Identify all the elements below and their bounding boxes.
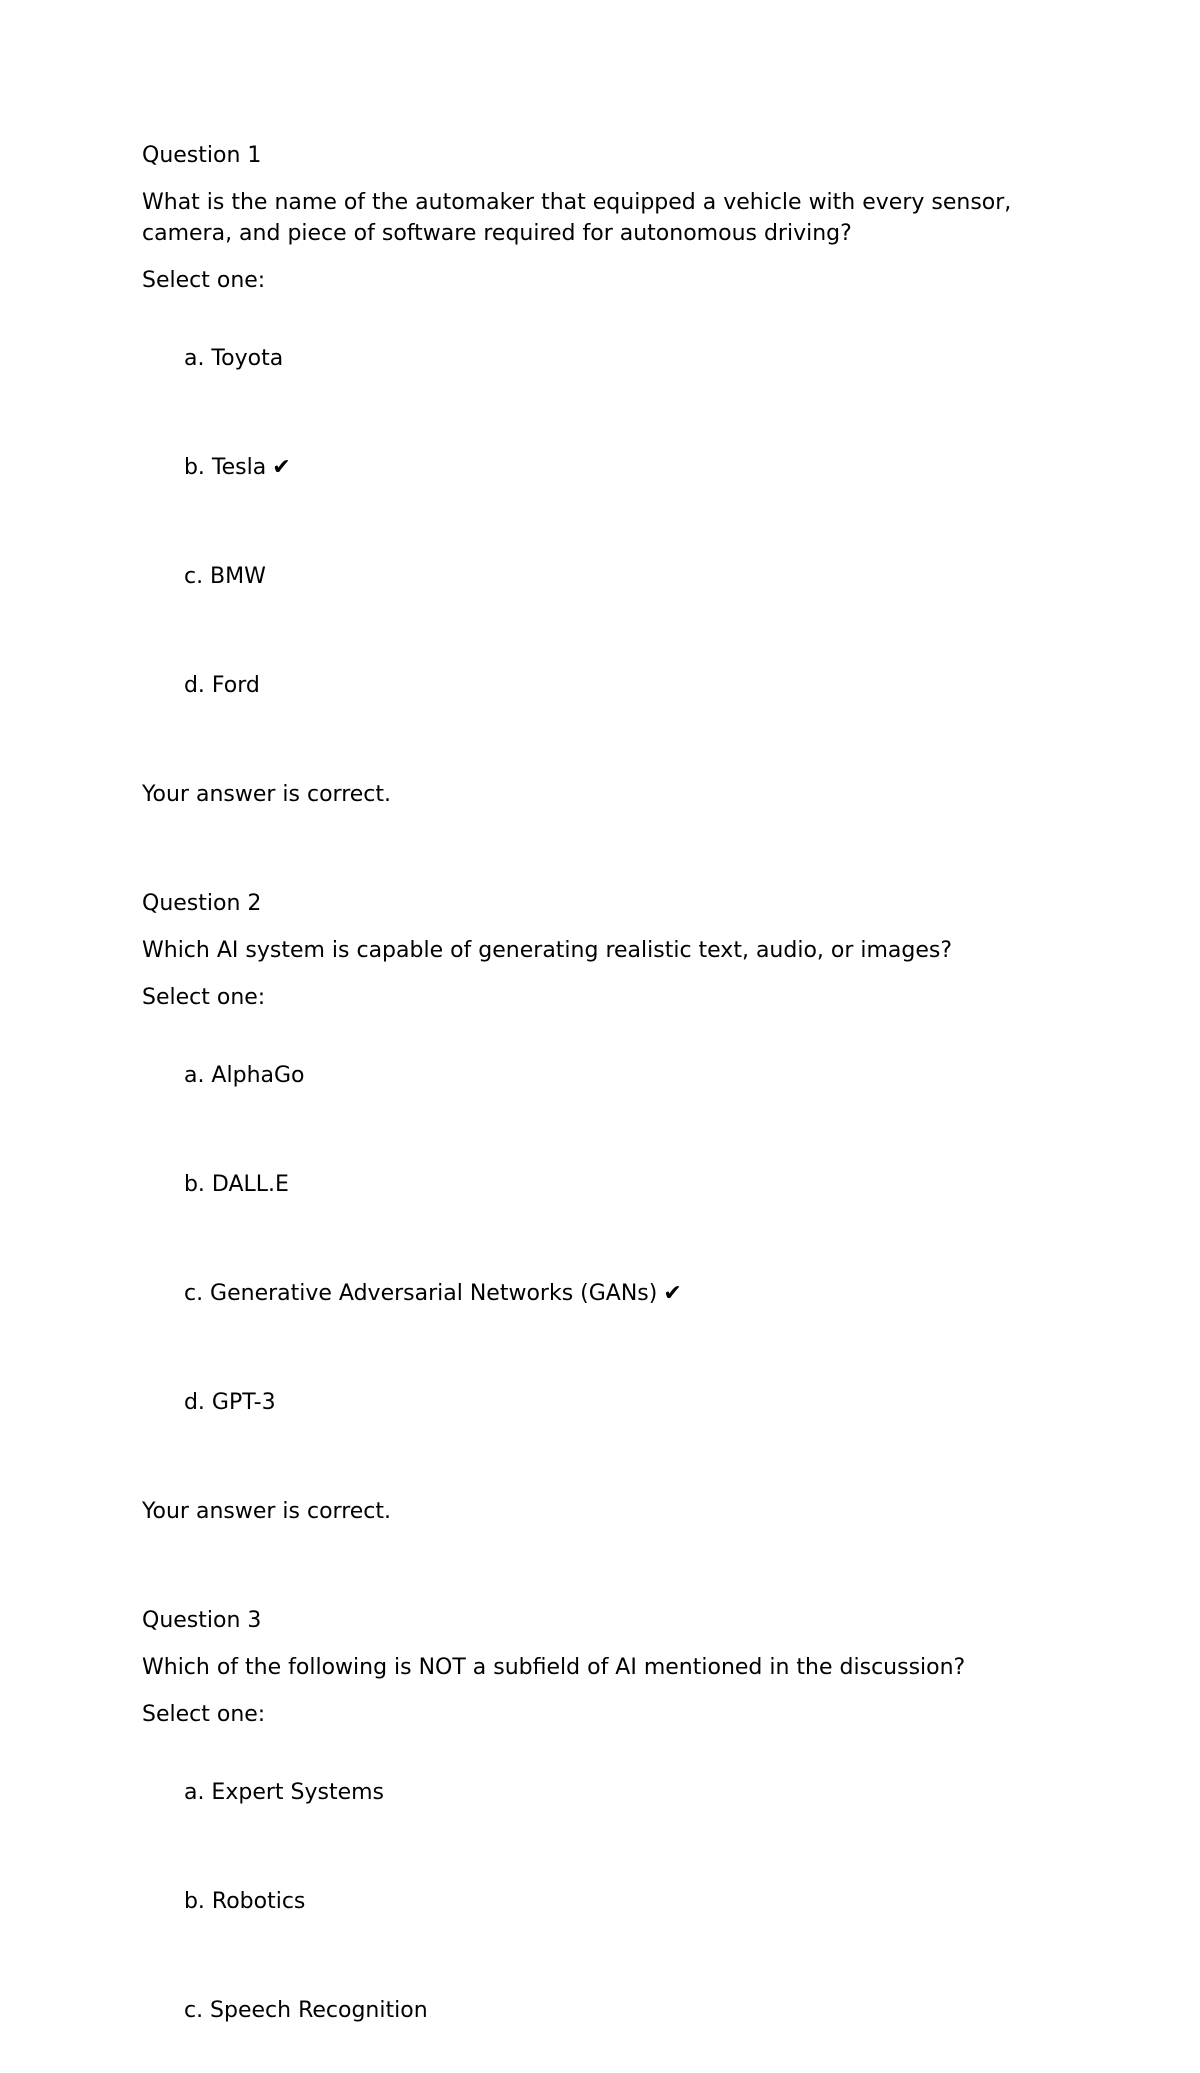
answer-option[interactable] — [142, 1247, 1042, 1340]
question-block-1 — [142, 140, 1042, 810]
option-label: d. Ford — [183, 673, 260, 698]
option-label: c. BMW — [183, 564, 266, 589]
question-block-3 — [142, 1605, 1042, 2057]
answer-option[interactable] — [142, 1029, 1042, 1122]
question-text: What is the name of the automaker that equipped a vehicle with every sensor, camera, and piece of software required for autonomous driving? — [142, 190, 1019, 246]
option-label: b. DALL.E — [183, 1172, 289, 1197]
select-prompt: Select one: — [142, 985, 266, 1010]
option-label: d. GPT-3 — [183, 1390, 276, 1415]
answer-option[interactable] — [142, 1746, 1042, 1839]
answer-option[interactable] — [142, 421, 1042, 514]
option-label: b. Robotics — [183, 1889, 306, 1914]
answer-option[interactable] — [142, 639, 1042, 732]
quiz-document — [142, 140, 1042, 2073]
answer-option[interactable] — [142, 1964, 1042, 2057]
question-heading: Question 2 — [142, 891, 262, 916]
question-text: Which AI system is capable of generating realistic text, audio, or images? — [142, 938, 953, 963]
question-heading: Question 1 — [142, 143, 262, 168]
select-prompt: Select one: — [142, 1702, 266, 1727]
question-text: Which of the following is NOT a subfield of AI mentioned in the discussion? — [142, 1655, 966, 1680]
option-label: a. AlphaGo — [183, 1063, 305, 1088]
answer-feedback: Your answer is correct. — [142, 782, 392, 807]
question-block-2 — [142, 888, 1042, 1527]
option-label: a. Toyota — [183, 346, 284, 371]
option-label: c. Generative Adversarial Networks (GANs) — [183, 1281, 658, 1306]
answer-option[interactable] — [142, 312, 1042, 405]
option-label: c. Speech Recognition — [183, 1998, 428, 2023]
select-prompt: Select one: — [142, 268, 266, 293]
option-label: b. Tesla — [183, 455, 267, 480]
answer-feedback: Your answer is correct. — [142, 1499, 392, 1524]
answer-option[interactable] — [142, 1356, 1042, 1449]
answer-option[interactable] — [142, 530, 1042, 623]
answer-option[interactable] — [142, 1855, 1042, 1948]
question-heading: Question 3 — [142, 1608, 262, 1633]
option-label: a. Expert Systems — [183, 1780, 385, 1805]
checkmark-icon: ✔ — [272, 455, 291, 480]
answer-option[interactable] — [142, 1138, 1042, 1231]
checkmark-icon: ✔ — [663, 1281, 682, 1306]
